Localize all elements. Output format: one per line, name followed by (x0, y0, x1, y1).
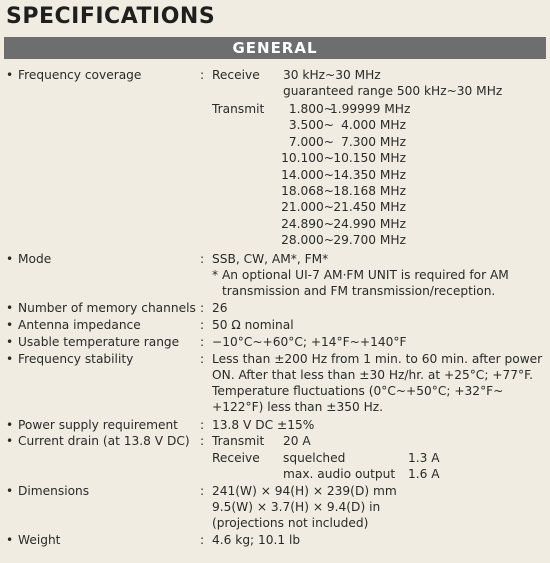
bullet: • (6, 434, 14, 448)
bullet: • (6, 533, 14, 547)
spec-label: Weight (18, 533, 61, 547)
spec-label: Usable temperature range (18, 335, 180, 349)
spec-value: 241(W) × 94(H) × 239(D) mm (212, 484, 397, 498)
section-banner: GENERAL (4, 37, 546, 59)
max-audio-label: max. audio output (283, 467, 396, 481)
spec-value: −10°C~+60°C; +14°F~+140°F (212, 335, 407, 349)
band-start: 24.890~ (281, 216, 334, 231)
band-start: 28.000~ (281, 233, 334, 248)
spec-value: 1.3 A (408, 451, 440, 465)
colon: : (200, 352, 205, 366)
spec-value: 13.8 V DC ±15% (212, 418, 315, 432)
bullet: • (6, 335, 14, 349)
spec-label: Power supply requirement (18, 418, 178, 432)
bullet: • (6, 318, 14, 332)
band-end: 10.150 MHz (333, 151, 406, 166)
spec-label: Frequency stability (18, 352, 134, 366)
colon: : (200, 318, 205, 332)
colon: : (200, 533, 205, 547)
guaranteed-range: guaranteed range 500 kHz~30 MHz (283, 84, 503, 98)
spec-value: (projections not included) (212, 516, 369, 530)
band-start: 18.068~ (281, 184, 334, 198)
receive-label: Receive (212, 68, 260, 82)
band-start: 10.100~ (281, 151, 334, 166)
spec-value: 26 (212, 301, 228, 315)
bullet: • (6, 352, 14, 366)
band-end: 14.350 MHz (333, 167, 406, 182)
band-start: 14.000~ (281, 167, 334, 182)
spec-label: Number of memory channels (18, 301, 196, 315)
transmit-label: Transmit (212, 434, 265, 448)
colon: : (200, 252, 205, 266)
spec-label: Dimensions (18, 484, 90, 498)
band-end: 7.300 MHz (341, 134, 406, 149)
band-end: 24.990 MHz (333, 216, 406, 231)
colon: : (200, 68, 205, 82)
spec-label: Mode (18, 252, 52, 266)
page-title: SPECIFICATIONS (6, 4, 216, 29)
spec-value: 50 Ω nominal (212, 318, 294, 332)
receive-range: 30 kHz~30 MHz (283, 68, 381, 82)
mode-note: transmission and FM transmission/reception. (222, 284, 496, 298)
spec-label: Antenna impedance (18, 318, 141, 332)
bullet: • (6, 301, 14, 315)
colon: : (200, 434, 205, 448)
band-end: 4.000 MHz (341, 118, 406, 133)
band-end: 29.700 MHz (333, 233, 406, 248)
transmit-label: Transmit (212, 102, 265, 116)
squelched-label: squelched (283, 451, 346, 465)
spec-value: SSB, CW, AM*, FM* (212, 252, 329, 266)
bullet: • (6, 418, 14, 432)
spec-value: ON. After that less than ±30 Hz/hr. at +25°C; +77°F. (212, 368, 534, 382)
spec-value: 9.5(W) × 3.7(H) × 9.4(D) in (212, 500, 381, 514)
band-end: 21.450 MHz (333, 200, 406, 215)
receive-label: Receive (212, 451, 260, 465)
band-end: 18.168 MHz (333, 184, 406, 198)
band-start: 3.500~ (288, 118, 334, 133)
spec-label: Current drain (at 13.8 V DC) (18, 434, 190, 448)
colon: : (200, 301, 205, 315)
spec-value: 4.6 kg; 10.1 lb (212, 533, 301, 547)
colon: : (200, 418, 205, 432)
band-start: 7.000~ (288, 134, 334, 149)
band-start: 1.800~ (288, 102, 334, 116)
spec-value: 20 A (283, 434, 311, 448)
band-end: 1.99999 MHz (330, 102, 411, 116)
bullet: • (6, 484, 14, 498)
mode-note: * An optional UI-7 AM·FM UNIT is required for AM (212, 268, 509, 282)
colon: : (200, 484, 205, 498)
band-start: 21.000~ (281, 200, 334, 215)
bullet: • (6, 68, 14, 82)
spec-value: +122°F) less than ±350 Hz. (212, 400, 384, 414)
bullet: • (6, 252, 14, 266)
spec-value: Less than ±200 Hz from 1 min. to 60 min. after power (212, 352, 543, 366)
spec-value: Temperature fluctuations (0°C~+50°C; +32°F~ (212, 384, 504, 398)
colon: : (200, 335, 205, 349)
spec-value: 1.6 A (408, 467, 440, 481)
spec-label: Frequency coverage (18, 68, 142, 82)
